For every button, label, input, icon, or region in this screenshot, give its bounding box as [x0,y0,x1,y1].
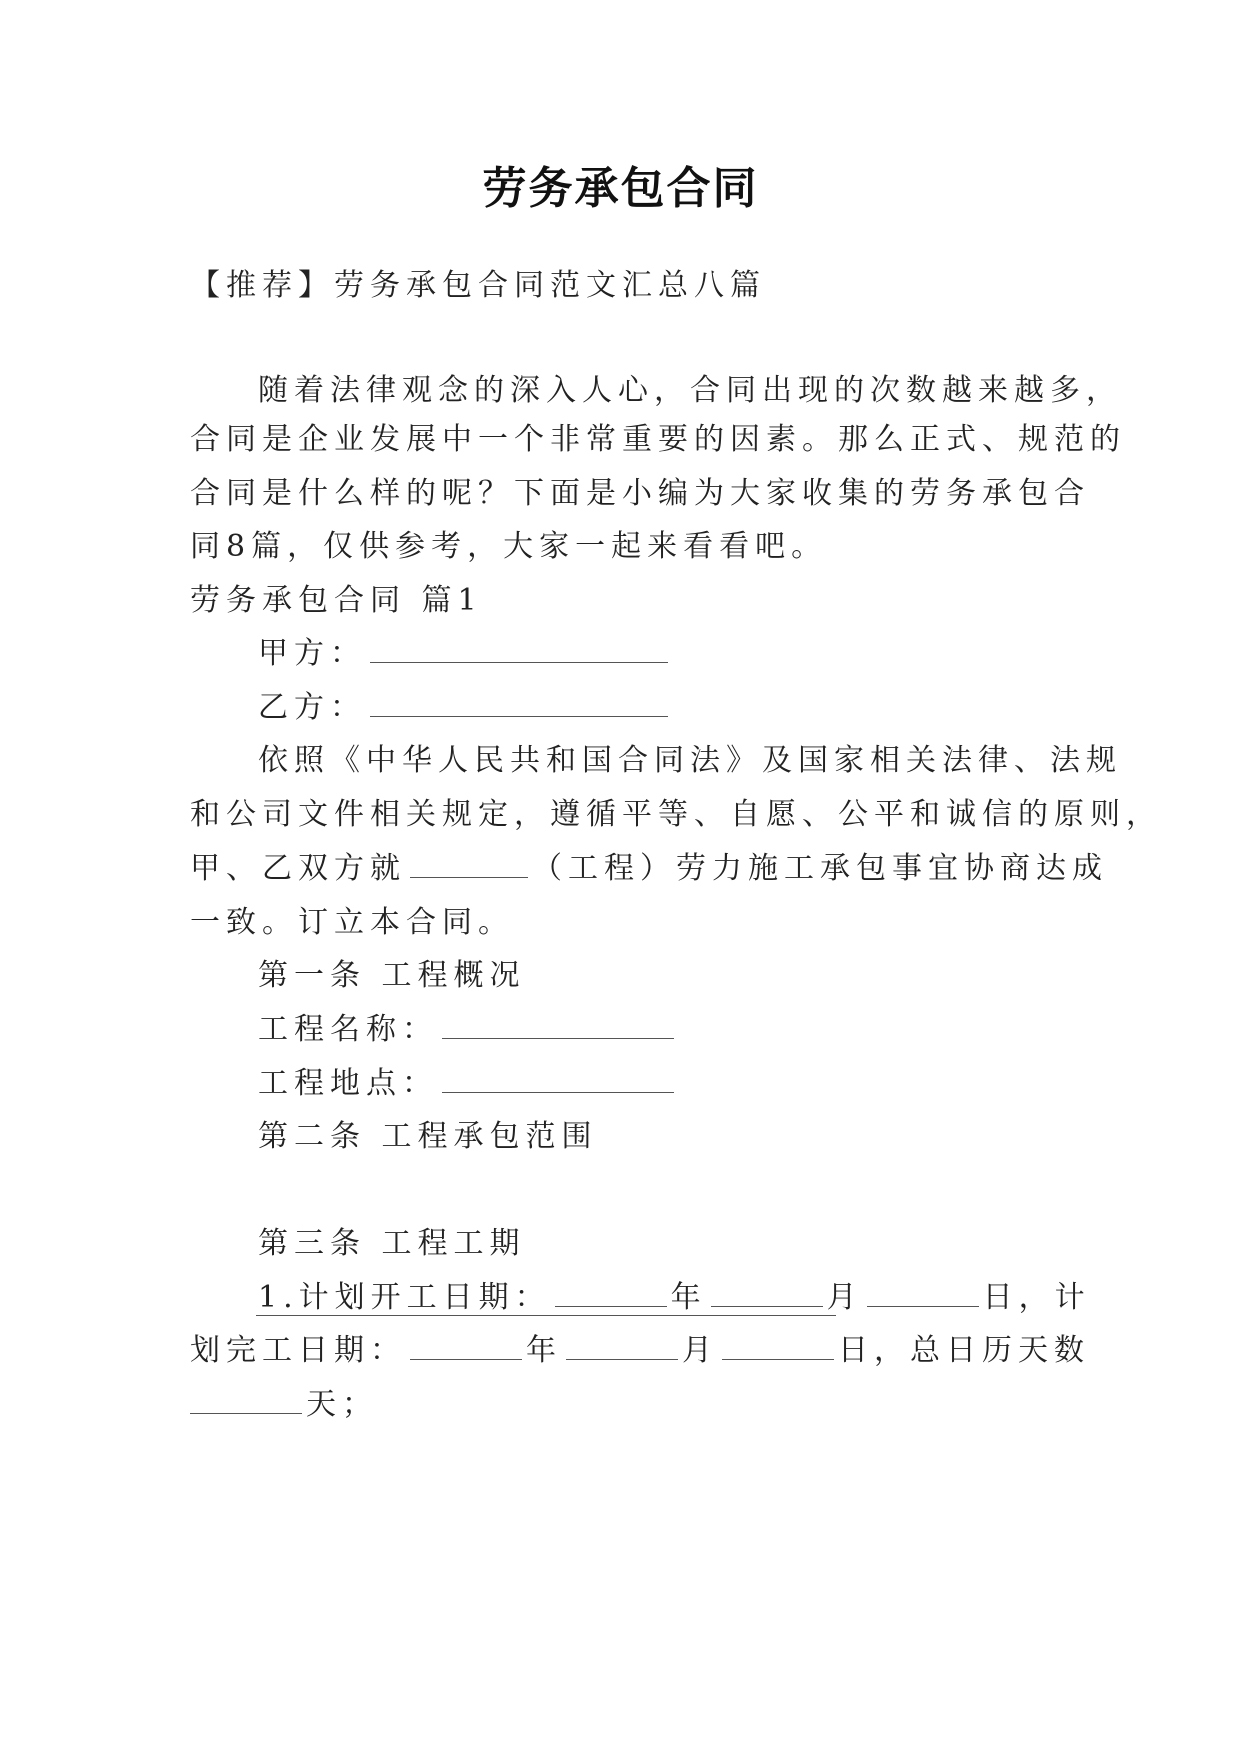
days-unit: 天； [306,1387,378,1422]
end-year-blank[interactable] [410,1337,522,1360]
project-location-label: 工程地点： [258,1066,438,1101]
year-label: 年 [670,1280,707,1315]
body-line-3-pre: 甲、乙双方就 [190,851,406,886]
end-month-blank[interactable] [566,1337,678,1360]
total-days-label: 日，总日历天数 [838,1333,1090,1368]
schedule-line-2 [190,1331,1090,1371]
start-year-blank[interactable] [555,1284,667,1307]
intro-line-2: 合同是企业发展中一个非常重要的因素。那么正式、规范的 [190,422,1126,457]
project-name-row [258,1010,1138,1050]
project-name-blank[interactable] [442,1016,674,1039]
body-line-3 [190,849,1108,889]
party-a-row [258,634,1138,674]
end-date-label: 划完工日期： [190,1333,406,1368]
schedule-line-3 [190,1385,1070,1425]
end-day-blank[interactable] [722,1337,834,1360]
section-heading: 劳务承包合同 篇1 [190,583,483,618]
body-line-1: 依照《中华人民共和国合同法》及国家相关法律、法规 [258,743,1122,778]
body-line-4: 一致。订立本合同。 [190,905,514,940]
body-line-3-post: （工程）劳力施工承包事宜协商达成 [532,851,1108,886]
start-month-blank[interactable] [711,1284,823,1307]
intro-line-3: 合同是什么样的呢？下面是小编为大家收集的劳务承包合 [190,476,1090,511]
document-title: 劳务承包合同 [482,163,759,214]
project-name-label: 工程名称： [258,1012,438,1047]
body-line-2: 和公司文件相关规定，遵循平等、自愿、公平和诚信的原则， [190,797,1162,832]
party-a-blank[interactable] [370,640,668,663]
day-label: 日，计 [982,1280,1091,1315]
party-b-row [258,688,1138,728]
start-day-blank[interactable] [867,1284,979,1307]
article-2-heading: 第二条 工程承包范围 [258,1119,598,1154]
month-label: 月 [682,1333,718,1368]
schedule-line-1 [258,1278,1138,1318]
intro-line-1: 随着法律观念的深入人心，合同出现的次数越来越多， [258,373,1122,408]
start-date-label: 1.计划开工日期： [258,1280,551,1315]
project-location-blank[interactable] [442,1070,674,1093]
total-days-blank[interactable] [190,1391,302,1414]
intro-line-4: 同8篇，仅供参考，大家一起来看看吧。 [190,529,828,564]
document-subtitle: 【推荐】劳务承包合同范文汇总八篇 [190,268,766,303]
project-location-row [258,1064,1138,1104]
article-1-heading: 第一条 工程概况 [258,958,526,993]
party-a-label: 甲方： [258,636,366,671]
article-3-heading: 第三条 工程工期 [258,1226,526,1261]
year-label: 年 [526,1333,562,1368]
party-b-blank[interactable] [370,694,668,717]
month-label: 月 [826,1280,863,1315]
party-b-label: 乙方： [258,690,366,725]
project-blank[interactable] [410,855,528,878]
